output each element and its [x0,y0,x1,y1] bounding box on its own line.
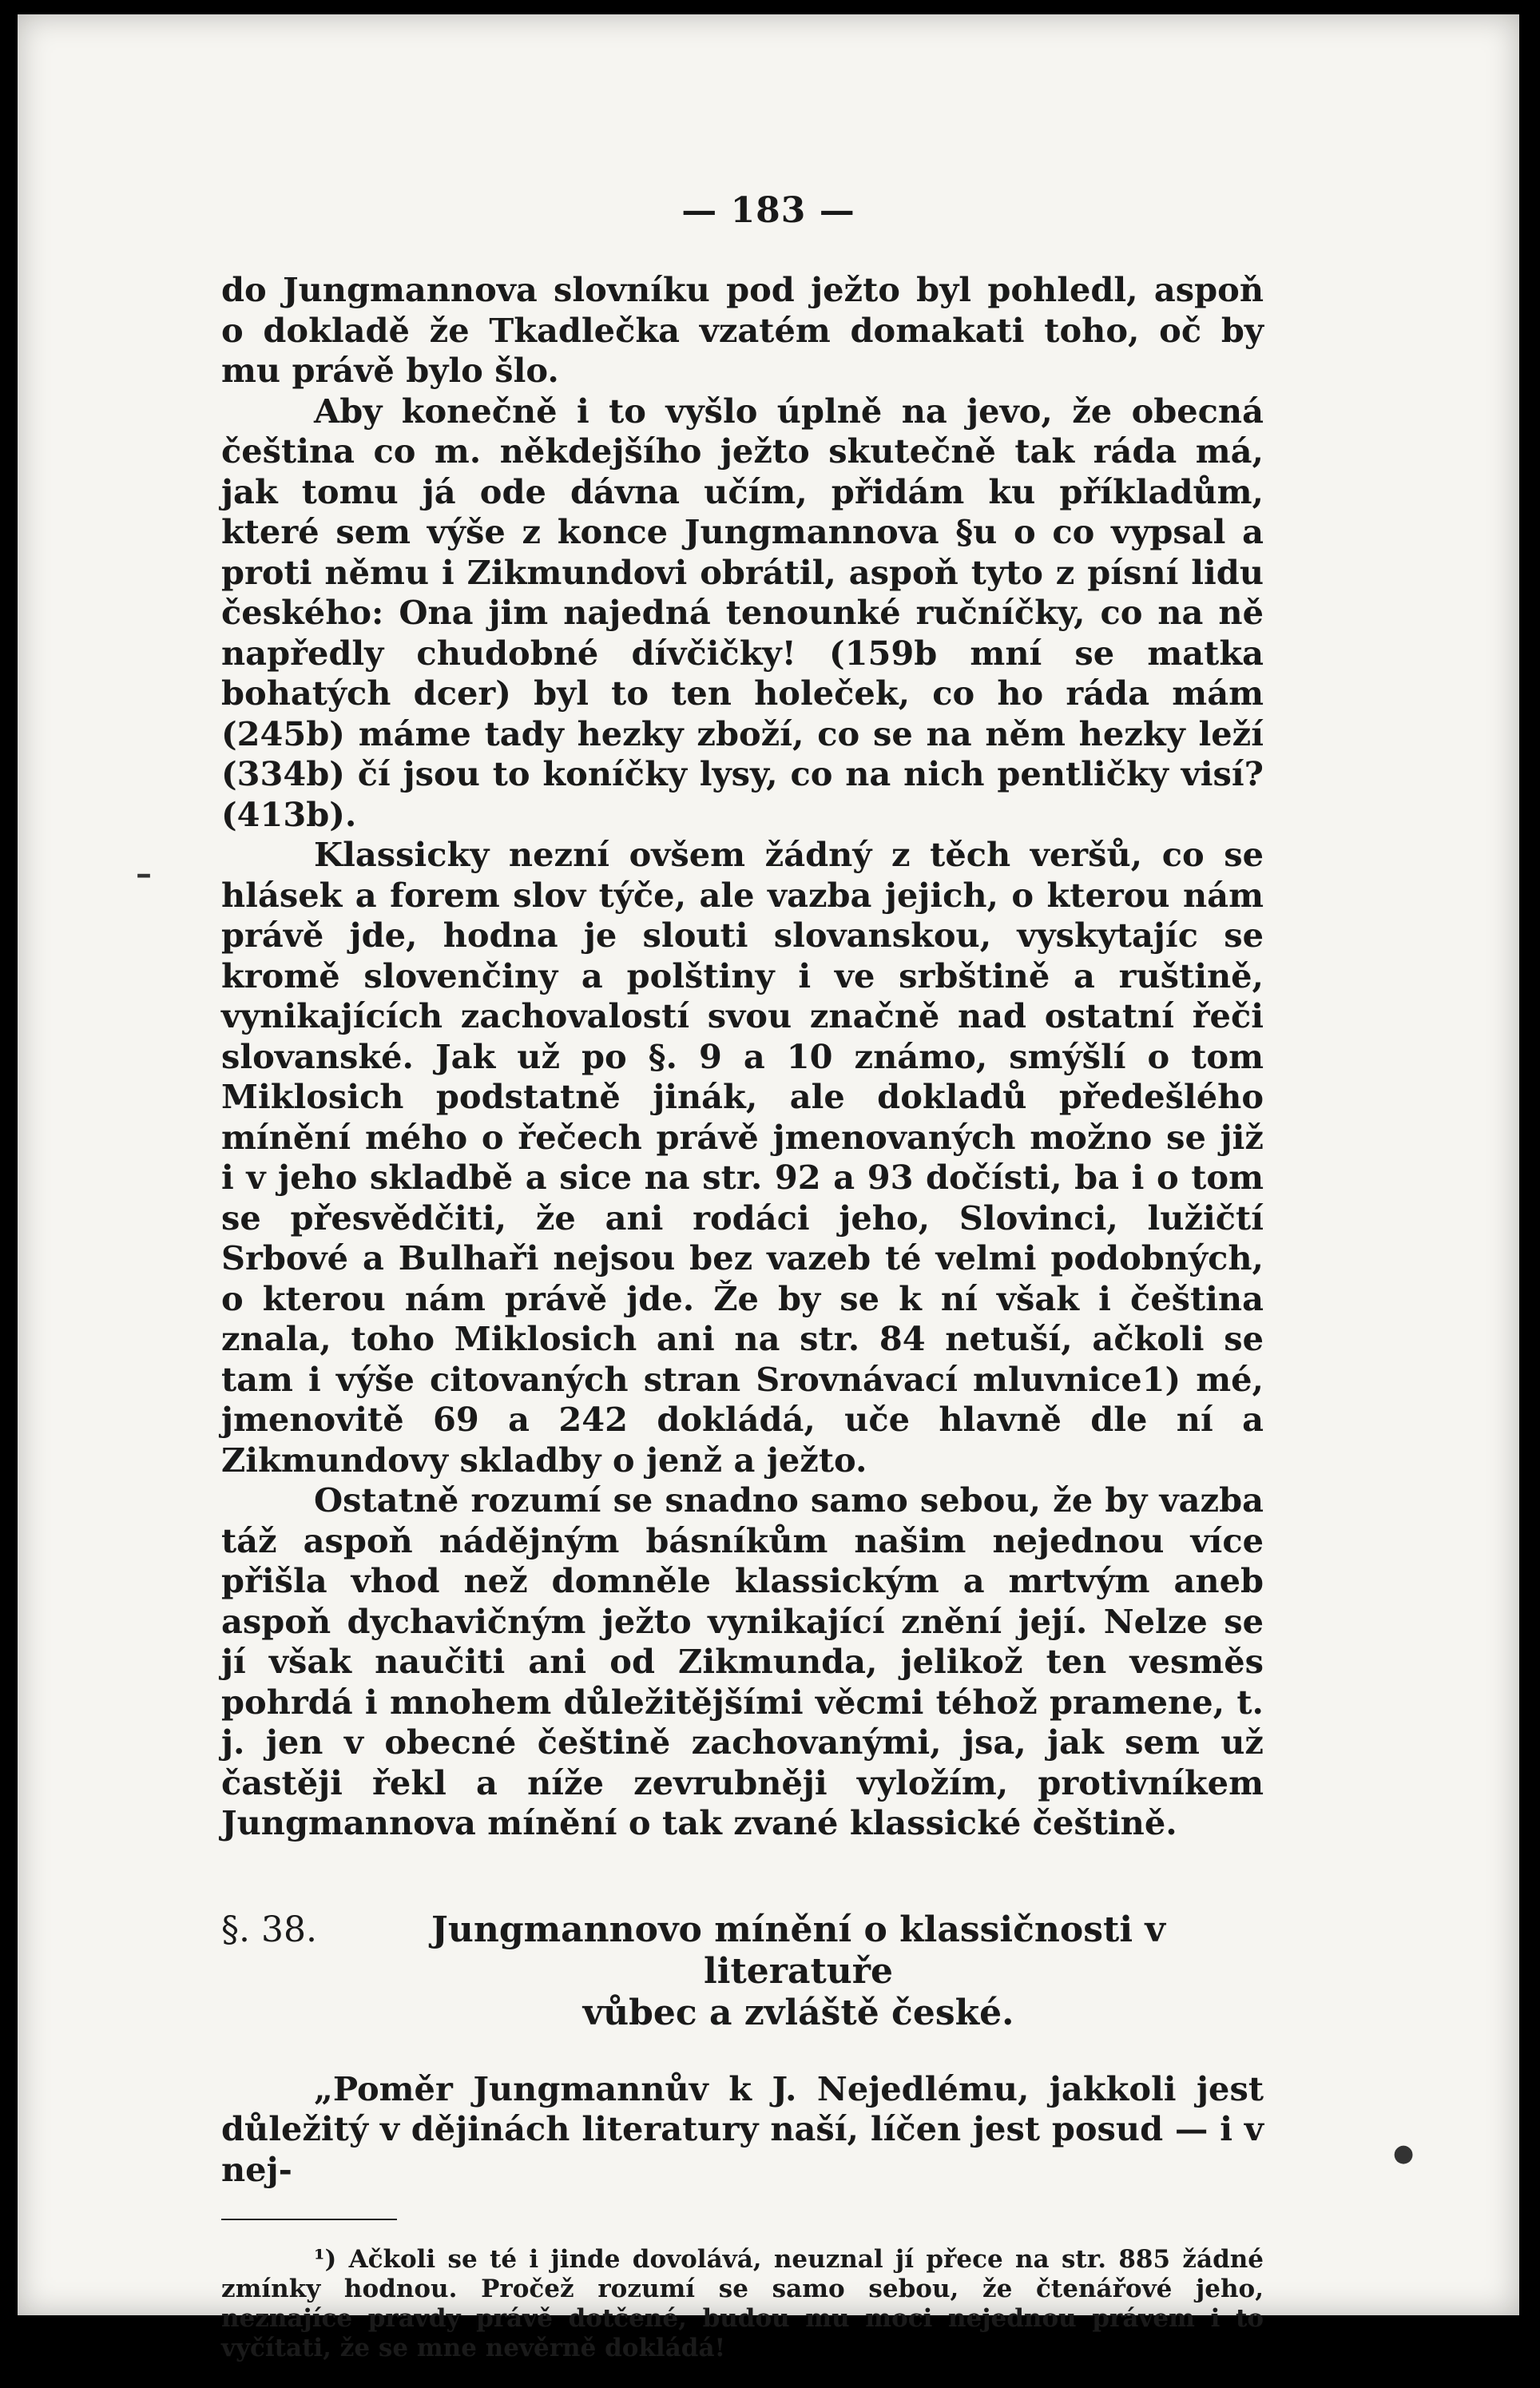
section-title-line-1: Jungmannovo mínění o klassičnosti v literatuře [431,1909,1165,1992]
page-number: — 183 — [681,190,855,231]
margin-dash-mark: – [136,855,152,892]
closing-paragraph: „Poměr Jungmannův k J. Nejedlému, jakkoli jest důležitý v dějinách literatury naší, líčen jest posud — i v nej- [221,2068,1264,2189]
footnote-divider [221,2219,397,2220]
section-title-line-2: vůbec a zvláště české. [582,1992,1014,2033]
footnote [221,2245,1264,2363]
paragraph-3: Klassicky nezní ovšem žádný z těch veršů, co se hlásek a forem slov týče, ale vazba jejich, o kterou nám právě jde, hodna je slouti slovanskou, vyskytajíc se kromě slovenčiny a polštiny i ve srbštině a ruštině, vynikajících zachovalostí svou značně nad ostatní řeči slovanské. Jak už po §. 9 a 10 známo, smýšlí o tom Miklosich podstatně jinák, ale dokladů předešlého mínění mého o řečech právě jmenovaných možno se již i v jeho skladbě a sice na str. 92 a 93 dočísti, ba i o tom se přesvědčiti, že ani rodáci jeho, Slovinci, lužičtí Srbové a Bulhaři nejsou bez vazeb té velmi podobných, o kterou nám právě jde. Že by se k ní však i čeština znala, toho Miklosich ani na str. 84 netuší, ačkoli se tam i výše citovaných stran Srovnávací mluvnice1) mé, jmenovitě 69 a 242 dokládá, uče hlavně dle ní a Zikmundovy skladby o jenž a ježto. [221,835,1264,1480]
paragraph-2: Aby konečně i to vyšlo úplně na jevo, že obecná čeština co m. někdejšího ježto skutečně tak ráda má, jak tomu já ode dávna učím, přidám ku příkladům, které sem výše z konce Jungmannova §u o co vypsal a proti němu i Zikmundovi obrátil, aspoň tyto z písní lidu českého: Ona jim najedná tenounké ručníčky, co na ně napředly chudobné dívčičky! (159b mní se matka bohatých dcer) byl to ten holeček, co ho ráda mám (245b) máme tady hezky zboží, co se na něm hezky leží (334b) čí jsou to koníčky lysy, co na nich pentličky visí? (413b). [221,391,1264,834]
section-heading [221,1909,1264,2034]
body-text [221,270,1264,2388]
book-page [18,14,1519,2362]
paragraph-1: do Jungmannova slovníku pod ježto byl pohledl, aspoň o dokladě že Tkadlečka vzatém domakati toho, oč by mu právě bylo šlo. [221,270,1264,390]
margin-dot-mark: ● [1393,2140,1415,2167]
footnote-text: ¹) Ačkoli se té i jinde dovolává, neuznal jí přece na str. 885 žádné zmínky hodnou. Pročež rozumí se samo sebou, že čtenářové jeho, neznajíce pravdy právě dotčené, budou mu moci nejednou právem i to vyčítati, že se mne nevěrně dokládá! [221,2245,1264,2362]
section-number: §. 38. [221,1909,317,1950]
paragraph-4: Ostatně rozumí se snadno samo sebou, že by vazba táž aspoň nádějným básníkům našim nejednou více přišla vhod než domněle klassickým a mrtvým aneb aspoň dychavičným ježto vynikající znění její. Nelze se jí však naučiti ani od Zikmunda, jelikož ten vesměs pohrdá i mnohem důležitějšími věcmi téhož pramene, t. j. jen v obecné češtině zachovanými, jsa, jak sem už častěji řekl a níže zevrubněji vyložím, protivníkem Jungmannova mínění o tak zvané klassické češtině. [221,1480,1264,1842]
